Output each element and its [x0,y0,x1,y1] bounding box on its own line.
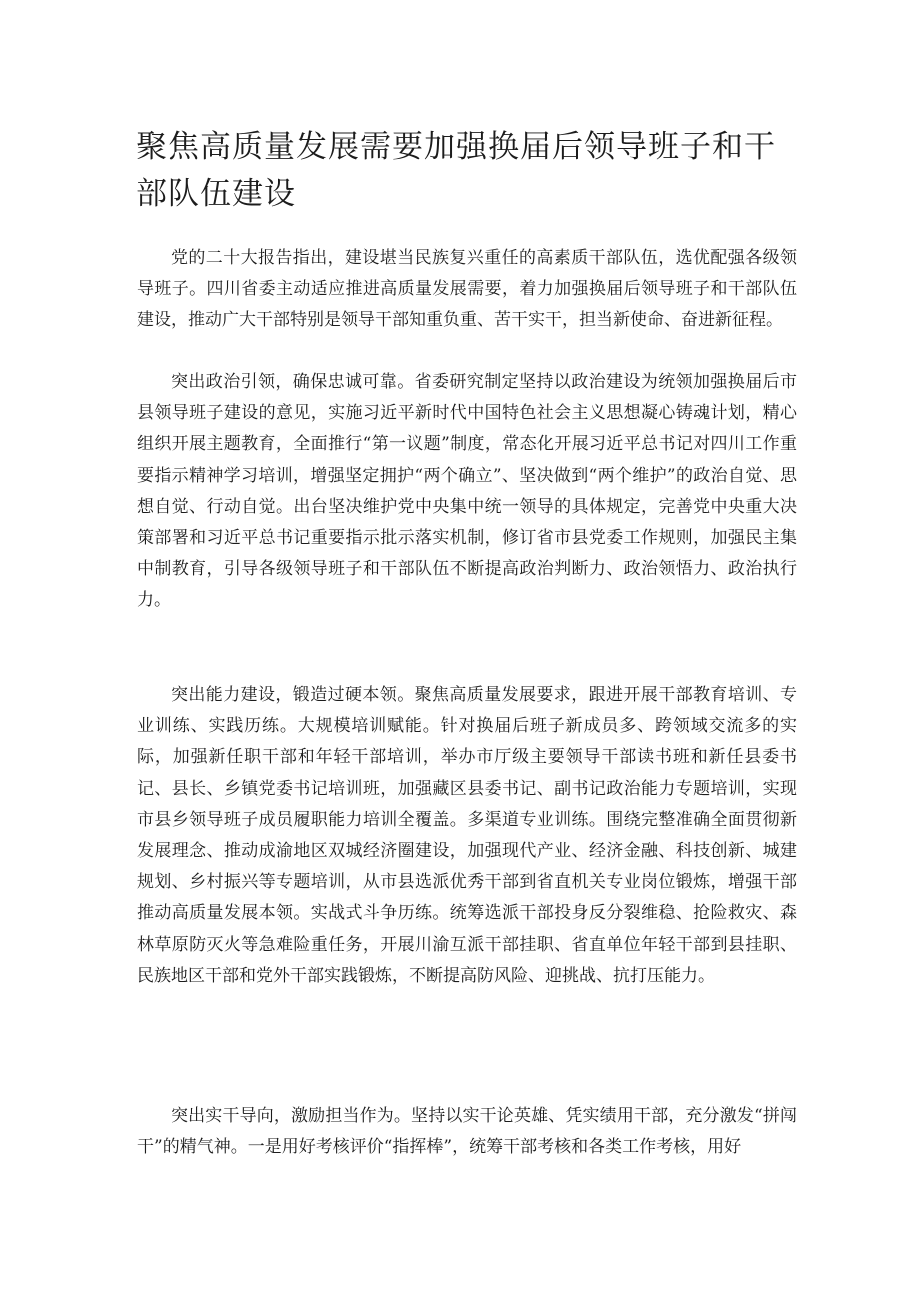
paragraph-intro: 党的二十大报告指出，建设堪当民族复兴重任的高素质干部队伍，选优配强各级领导班子。四川省委主动适应推进高质量发展需要，着力加强换届后领导班子和干部队伍建设，推动广大干部特别是领导干部知重负重、苦干实干，担当新使命、奋进新征程。 [137,248,797,331]
paragraph-capability-building: 突出能力建设，锻造过硬本领。聚焦高质量发展要求，跟进开展干部教育培训、专业训练、实践历练。大规模培训赋能。针对换届后班子新成员多、跨领域交流多的实际，加强新任职干部和年轻干部培训，举办市厅级主要领导干部读书班和新任县委书记、县长、乡镇党委书记培训班，加强藏区县委书记、副书记政治能力专题培训，实现市县乡领导班子成员履职能力培训全覆盖。多渠道专业训练。围绕完整准确全面贯彻新发展理念、推动成渝地区双城经济圈建设，加强现代产业、经济金融、科技创新、城建规划、乡村振兴等专题培训，从市县选派优秀干部到省直机关专业岗位锻炼，增强干部推动高质量发展本领。实战式斗争历练。统筹选派干部投身反分裂维稳、抢险救灾、森林草原防灭火等急难险重任务，开展川渝互派干部挂职、省直单位年轻干部到县挂职、民族地区干部和党外干部实践锻炼，不断提高防风险、迎挑战、抗打压能力。 [137,685,797,986]
paragraph-practical-orientation: 突出实干导向，激励担当作为。坚持以实干论英雄、凭实绩用干部，充分激发“拼闯干”的精气神。一是用好考核评价“指挥棒”，统筹干部考核和各类工作考核，用好 [137,1106,797,1158]
document-title: 聚焦高质量发展需要加强换届后领导班子和干部队伍建设 [136,129,776,212]
paragraph-political-guidance: 突出政治引领，确保忠诚可靠。省委研究制定坚持以政治建设为统领加强换届后市县领导班子建设的意见，实施习近平新时代中国特色社会主义思想凝心铸魂计划，精心组织开展主题教育，全面推行“第一议题”制度，常态化开展习近平总书记对四川工作重要指示精神学习培训，增强坚定拥护“两个确立”、坚决做到“两个维护”的政治自觉、思想自觉、行动自觉。出台坚决维护党中央集中统一领导的具体规定，完善党中央重大决策部署和习近平总书记重要指示批示落实机制，修订省市县党委工作规则，加强民主集中制教育，引导各级领导班子和干部队伍不断提高政治判断力、政治领悟力、政治执行力。 [137,372,797,611]
